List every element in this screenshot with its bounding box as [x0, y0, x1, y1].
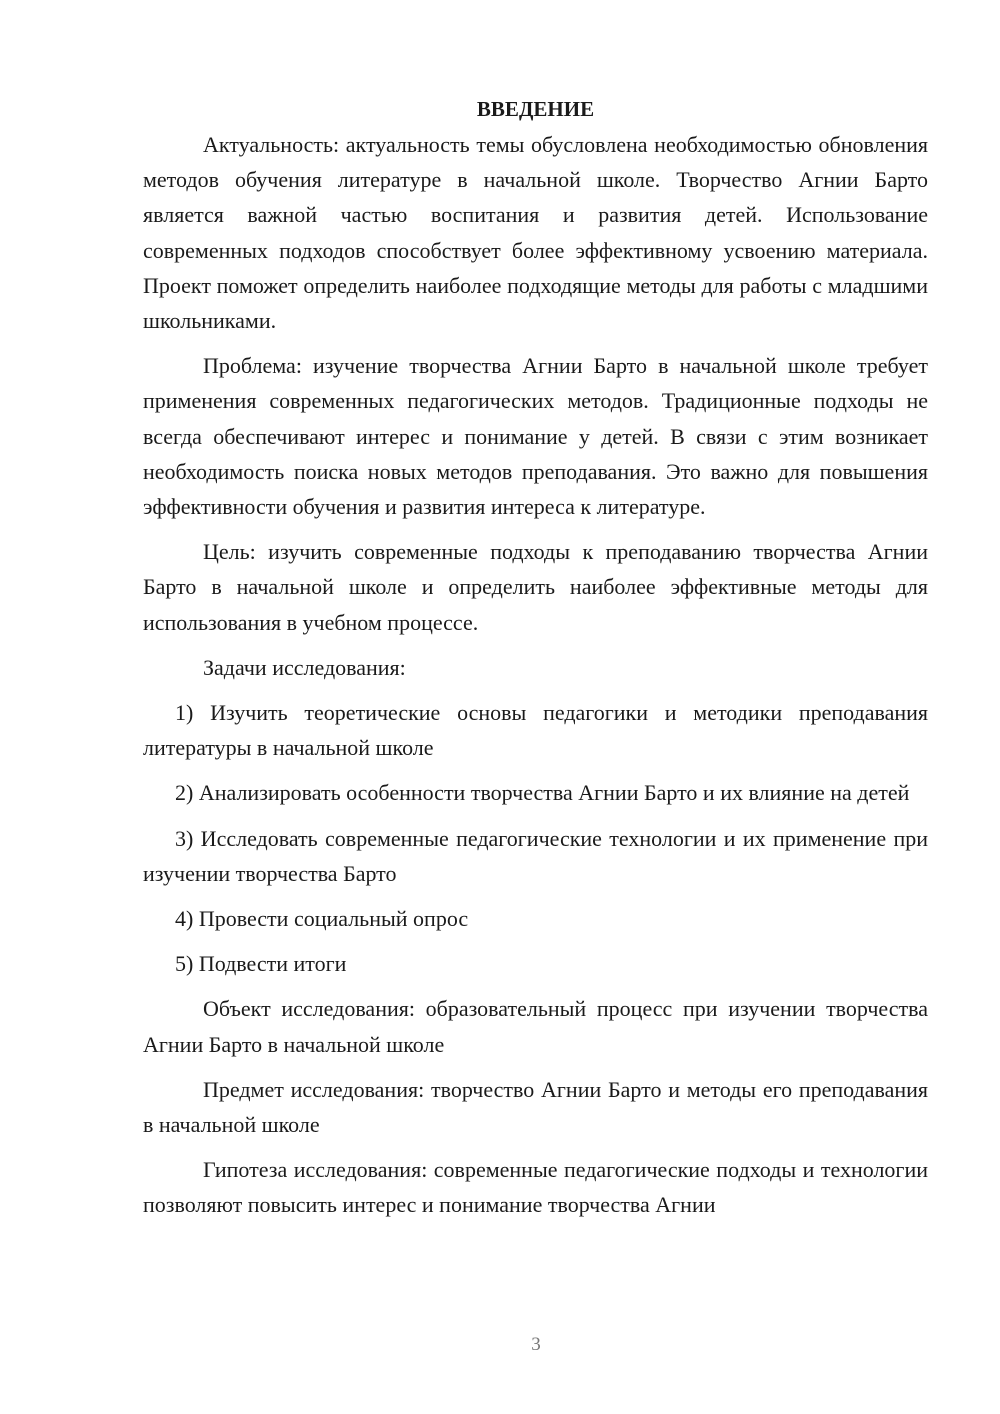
task-item-1: 1) Изучить теоретические основы педагогики и методики преподавания литературы в начальной школе — [143, 700, 928, 761]
page-number: 3 — [531, 1334, 541, 1355]
paragraph-relevance: Актуальность: актуальность темы обусловлена необходимостью обновления методов обучения литературе в начальной школе. Творчество Агнии Барто является важной частью воспитания и развития детей. Использование современных подходов способствует более эффективному усвоению материала. Проект поможет определить наиболее подходящие методы для работы с младшими школьниками. — [143, 132, 928, 334]
task-item-3: 3) Исследовать современные педагогические технологии и их применение при изучении творчества Барто — [143, 825, 928, 886]
task-item-5: 5) Подвести итоги — [175, 951, 347, 977]
section-title: ВВЕДЕНИЕ — [476, 97, 595, 121]
task-item-2: 2) Анализировать особенности творчества Агнии Барто и их влияние на детей — [175, 780, 910, 806]
paragraph-subject: Предмет исследования: творчество Агнии Барто и методы его преподавания в начальной школе — [143, 1076, 928, 1138]
paragraph-goal: Цель: изучить современные подходы к преподаванию творчества Агнии Барто в начальной школе и определить наиболее эффективные методы для использования в учебном процессе. — [143, 539, 928, 635]
paragraph-problem: Проблема: изучение творчества Агнии Барто в начальной школе требует применения современных педагогических методов. Традиционные подходы не всегда обеспечивают интерес и понимание у детей. В связи с этим возникает необходимость поиска новых методов преподавания. Это важно для повышения эффективности обучения и развития интереса к литературе. — [143, 353, 928, 520]
task-item-4: 4) Провести социальный опрос — [175, 906, 469, 932]
paragraph-object: Объект исследования: образовательный процесс при изучении творчества Агнии Барто в начальной школе — [143, 996, 928, 1057]
document-page — [143, 92, 928, 1233]
paragraph-tasks-heading: Задачи исследования: — [203, 654, 406, 680]
paragraph-hypothesis: Гипотеза исследования: современные педагогические подходы и технологии позволяют повысить интерес и понимание творчества Агнии — [143, 1157, 928, 1218]
